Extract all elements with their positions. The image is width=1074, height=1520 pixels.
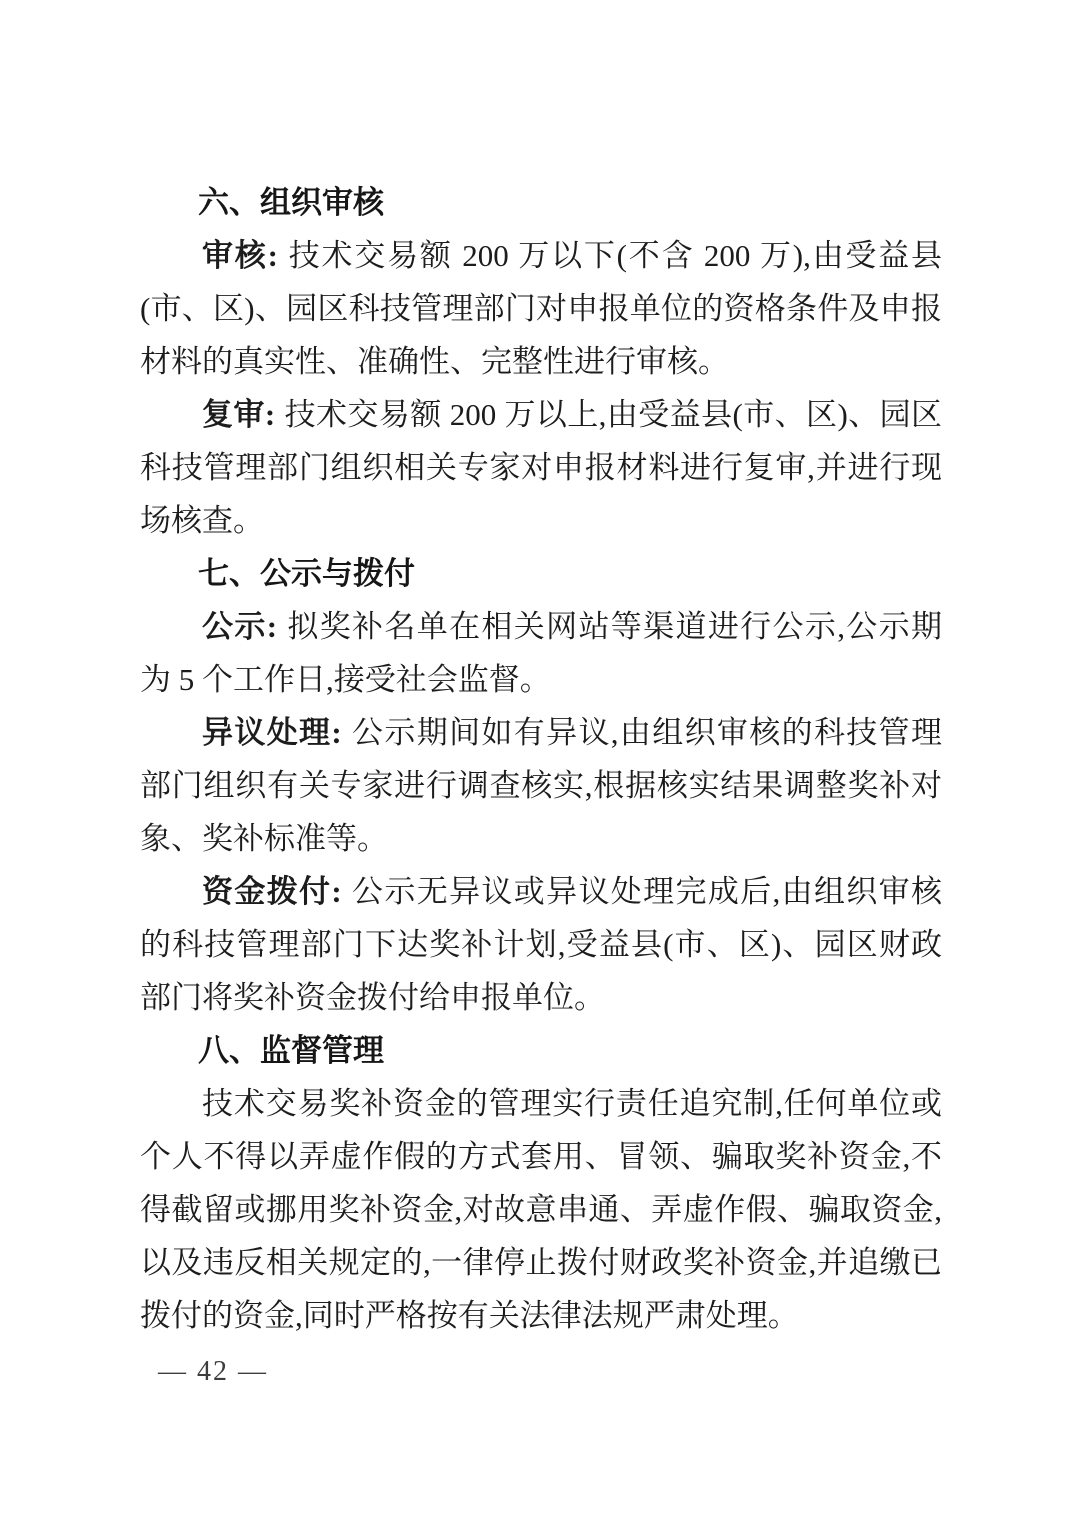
paragraph-lead-label: 复审: — [202, 397, 276, 432]
document-body — [140, 176, 942, 1342]
paragraph-text: 技术交易额 200 万以上,由受益县(市、区)、园区科技管理部门组织相关专家对申报材料进行复审,并进行现场核查。 — [140, 397, 942, 538]
paragraph-lead-label: 异议处理: — [202, 715, 342, 750]
paragraph-lead-label: 公示: — [202, 609, 278, 644]
paragraph — [140, 600, 942, 706]
paragraph — [140, 388, 942, 547]
section-heading-publicity-and-payment: 七、公示与拨付 — [198, 556, 415, 591]
paragraph-text: 技术交易奖补资金的管理实行责任追究制,任何单位或个人不得以弄虚作假的方式套用、冒领、骗取奖补资金,不得截留或挪用奖补资金,对故意串通、弄虚作假、骗取资金,以及违反相关规定的,一律停止拨付财政奖补资金,并追缴已拨付的资金,同时严格按有关法律法规严肃处理。 — [140, 1086, 942, 1333]
paragraph — [140, 706, 942, 865]
paragraph — [140, 229, 942, 388]
paragraph-lead-label: 审核: — [202, 238, 278, 273]
section-heading-supervision: 八、监督管理 — [198, 1033, 384, 1068]
paragraph-text: 公示无异议或异议处理完成后,由组织审核的科技管理部门下达奖补计划,受益县(市、区)、园区财政部门将奖补资金拨付给申报单位。 — [140, 874, 942, 1015]
paragraph-lead-label: 资金拨付: — [202, 874, 342, 909]
section-heading-organization-review: 六、组织审核 — [198, 185, 384, 220]
paragraph — [140, 1077, 942, 1342]
page-number: — 42 — — [158, 1356, 268, 1387]
paragraph-text: 技术交易额 200 万以下(不含 200 万),由受益县(市、区)、园区科技管理部门对申报单位的资格条件及申报材料的真实性、准确性、完整性进行审核。 — [140, 238, 942, 379]
paragraph-text: 拟奖补名单在相关网站等渠道进行公示,公示期为 5 个工作日,接受社会监督。 — [140, 609, 942, 697]
paragraph — [140, 865, 942, 1024]
paragraph-text: 公示期间如有异议,由组织审核的科技管理部门组织有关专家进行调查核实,根据核实结果调整奖补对象、奖补标准等。 — [140, 715, 942, 856]
